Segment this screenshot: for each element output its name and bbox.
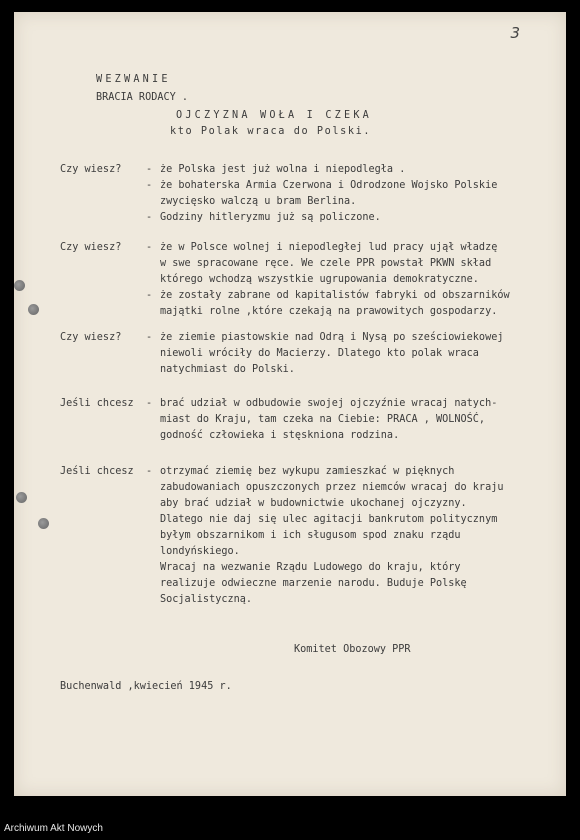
section-item <box>160 396 560 444</box>
section-label: Czy wiesz? <box>60 164 122 175</box>
item-line: którego wchodzą wszystkie ugrupowania demokratyczne. <box>160 274 479 285</box>
item-line: w swe spracowane ręce. We czele PPR powstał PKWN skład <box>160 258 492 269</box>
item-line: miast do Kraju, tam czeka na Ciebie: PRACA , WOLNOŚĆ, <box>160 414 486 425</box>
document-heading: WEZWANIE <box>96 74 171 85</box>
item-line: otrzymać ziemię bez wykupu zamieszkać w pięknych <box>160 466 455 477</box>
section-item <box>160 288 560 320</box>
item-line: Socjalistyczną. <box>160 594 253 605</box>
page-number: 3 <box>510 24 520 42</box>
section-label: Czy wiesz? <box>60 332 122 343</box>
item-line: majątki rolne ,które czekają na prawowitych gospodarzy. <box>160 306 498 317</box>
item-dash: - <box>146 164 153 175</box>
item-dash: - <box>146 212 153 223</box>
slogan-line-2: kto Polak wraca do Polski. <box>170 126 372 137</box>
punch-hole <box>14 280 25 291</box>
section-label: Jeśli chcesz <box>60 398 134 409</box>
item-line: zwycięsko walczą u bram Berlina. <box>160 196 357 207</box>
item-line: że w Polsce wolnej i niepodległej lud pracy ujął władzę <box>160 242 498 253</box>
section-item <box>160 464 560 608</box>
item-line: godność człowieka i stęskniona rodzina. <box>160 430 400 441</box>
item-line: niewoli wróciły do Macierzy. Dlatego kto polak wraca <box>160 348 479 359</box>
item-dash: - <box>146 242 153 253</box>
item-line: natychmiast do Polski. <box>160 364 295 375</box>
item-line: że bohaterska Armia Czerwona i Odrodzone Wojsko Polskie <box>160 180 498 191</box>
punch-hole <box>38 518 49 529</box>
section-item <box>160 162 560 178</box>
item-line: realizuje odwieczne marzenie narodu. Buduje Polskę <box>160 578 467 589</box>
item-dash: - <box>146 398 153 409</box>
punch-hole <box>28 304 39 315</box>
item-dash: - <box>146 180 153 191</box>
section-item <box>160 330 560 378</box>
section-item <box>160 178 560 210</box>
item-dash: - <box>146 466 153 477</box>
item-line: byłym obszarnikom i ich sługusom spod znaku rządu <box>160 530 461 541</box>
item-line: brać udział w odbudowie swojej ojczyźnie wracaj natych- <box>160 398 498 409</box>
section-label: Jeśli chcesz <box>60 466 134 477</box>
signature: Komitet Obozowy PPR <box>294 644 411 655</box>
item-line: Dlatego nie daj się ulec agitacji bankrutom politycznym <box>160 514 498 525</box>
section-item <box>160 240 560 288</box>
item-line: że zostały zabrane od kapitalistów fabryki od obszarników <box>160 290 510 301</box>
item-dash: - <box>146 332 153 343</box>
slogan-line-1: OJCZYZNA WOŁA I CZEKA <box>176 110 373 121</box>
punch-hole <box>16 492 27 503</box>
place-date: Buchenwald ,kwiecień 1945 r. <box>60 681 232 692</box>
section-item <box>160 210 560 226</box>
item-line: londyńskiego. <box>160 546 240 557</box>
item-dash: - <box>146 290 153 301</box>
document-page <box>14 12 566 796</box>
item-line: Godziny hitleryzmu już są policzone. <box>160 212 381 223</box>
salutation: BRACIA RODACY . <box>96 92 189 103</box>
item-line: aby brać udział w budownictwie ukochanej ojczyzny. <box>160 498 467 509</box>
archive-label: Archiwum Akt Nowych <box>4 823 103 834</box>
item-line: że Polska jest już wolna i niepodległa . <box>160 164 406 175</box>
item-line: zabudowaniach opuszczonych przez niemców wracaj do kraju <box>160 482 504 493</box>
item-line: Wracaj na wezwanie Rządu Ludowego do kraju, który <box>160 562 461 573</box>
item-line: że ziemie piastowskie nad Odrą i Nysą po sześciowiekowej <box>160 332 504 343</box>
section-label: Czy wiesz? <box>60 242 122 253</box>
